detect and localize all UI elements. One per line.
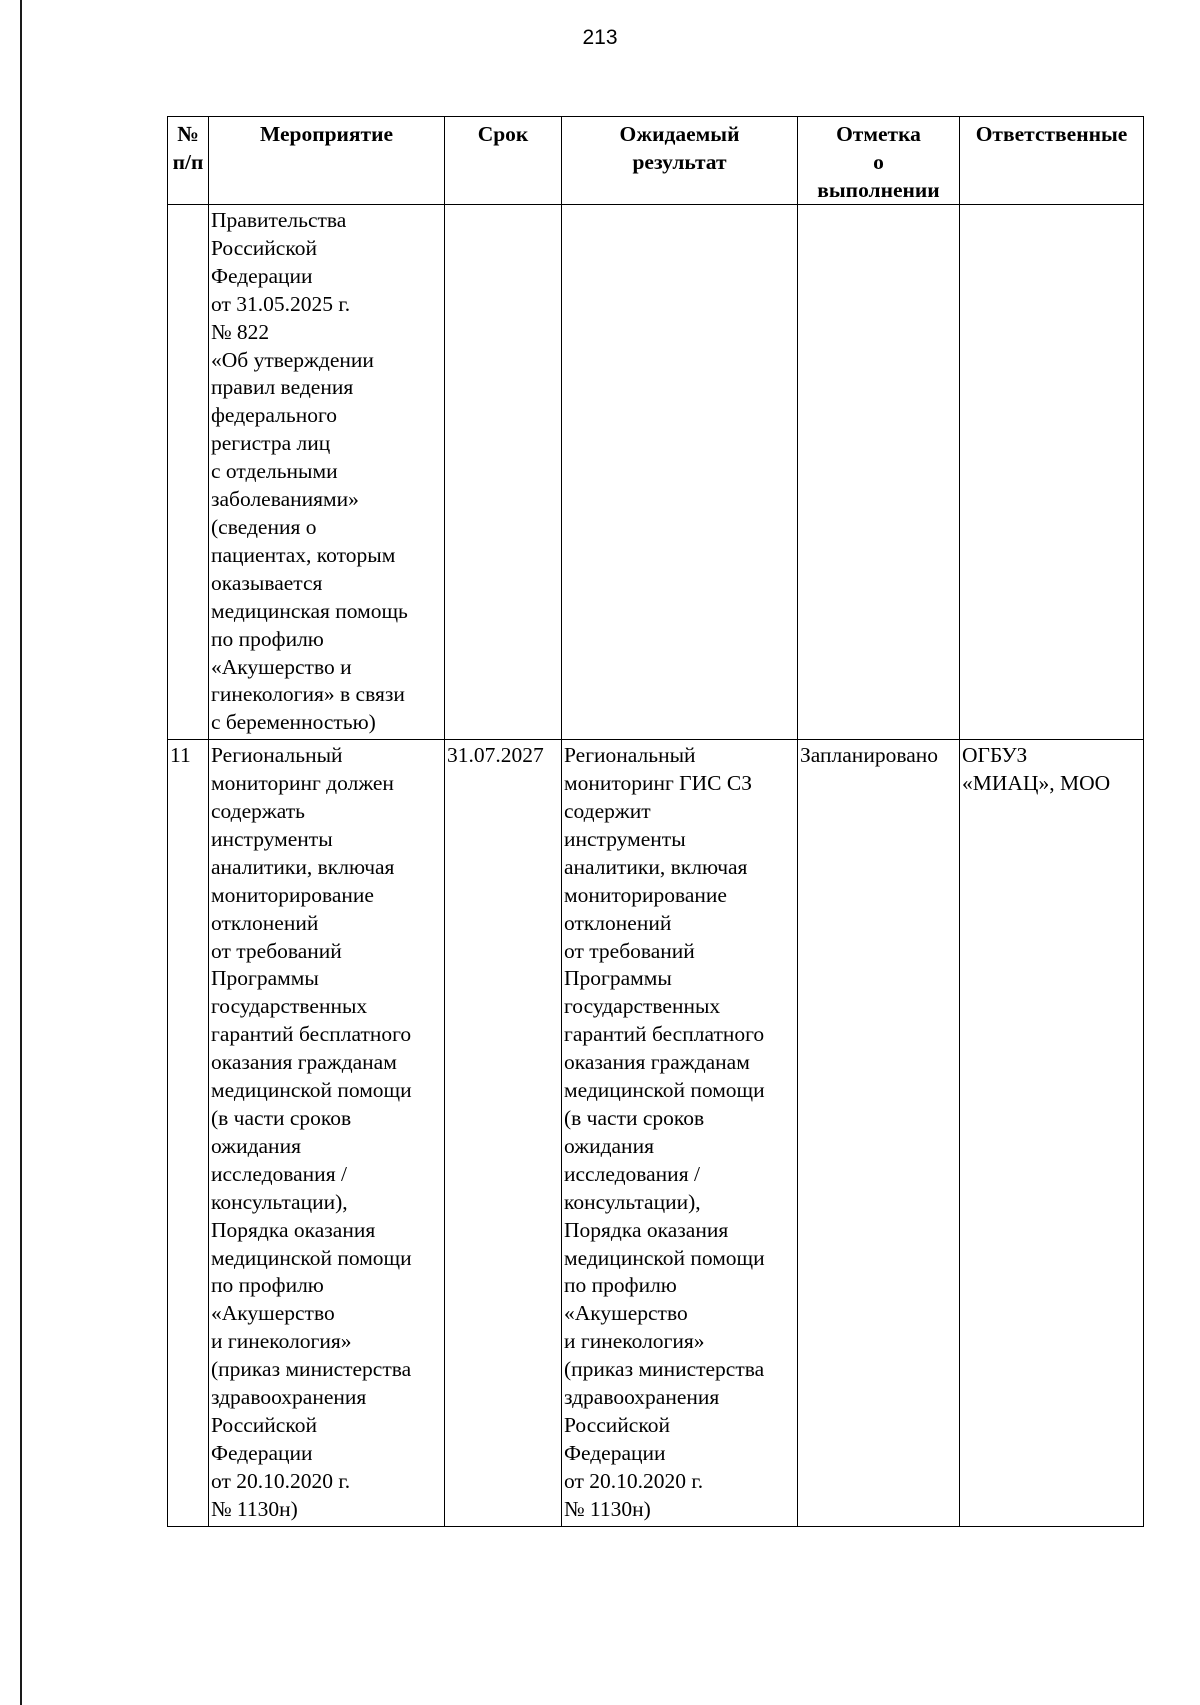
header-event: Мероприятие — [209, 117, 445, 205]
header-num: № п/п — [168, 117, 209, 205]
cell-deadline: 31.07.2027 — [445, 740, 562, 1526]
table-header-row — [168, 117, 1144, 205]
cell-event: Региональный мониторинг должен содержать инструменты аналитики, включая мониторирование отклонений от требований Программы государственных гарантий бесплатного оказания гражданам медицинской помощи (в части сроков ожидания исследования / консультации), Порядка оказания медицинской помощи по профилю «Акушерство и гинекология» (приказ министерства здравоохранения Российской Федерации от 20.10.2020 г. № 1130н) — [209, 740, 445, 1526]
cell-expected-result — [562, 205, 798, 740]
header-expected-result: Ожидаемый результат — [562, 117, 798, 205]
cell-responsible — [960, 205, 1144, 740]
header-responsible: Ответственные — [960, 117, 1144, 205]
cell-completion-mark — [798, 205, 960, 740]
cell-deadline — [445, 205, 562, 740]
cell-num — [168, 205, 209, 740]
cell-event: Правительства Российской Федерации от 31.05.2025 г. № 822 «Об утверждении правил ведения федерального регистра лиц с отдельными заболеваниями» (сведения о пациентах, которым оказывается медицинская помощь по профилю «Акушерство и гинекология» в связи с беременностью) — [209, 205, 445, 740]
cell-num: 11 — [168, 740, 209, 1526]
scan-border-line — [20, 0, 22, 1705]
action-plan-table — [167, 116, 1144, 1527]
cell-responsible: ОГБУЗ «МИАЦ», МОО — [960, 740, 1144, 1526]
header-completion-mark: Отметка о выполнении — [798, 117, 960, 205]
header-deadline: Срок — [445, 117, 562, 205]
cell-completion-mark: Запланировано — [798, 740, 960, 1526]
cell-expected-result: Региональный мониторинг ГИС СЗ содержит инструменты аналитики, включая мониторирование отклонений от требований Программы государственных гарантий бесплатного оказания гражданам медицинской помощи (в части сроков ожидания исследования / консультации), Порядка оказания медицинской помощи по профилю «Акушерство и гинекология» (приказ министерства здравоохранения Российской Федерации от 20.10.2020 г. № 1130н) — [562, 740, 798, 1526]
page-number: 213 — [582, 26, 618, 49]
table-row — [168, 205, 1144, 740]
table-row — [168, 740, 1144, 1526]
